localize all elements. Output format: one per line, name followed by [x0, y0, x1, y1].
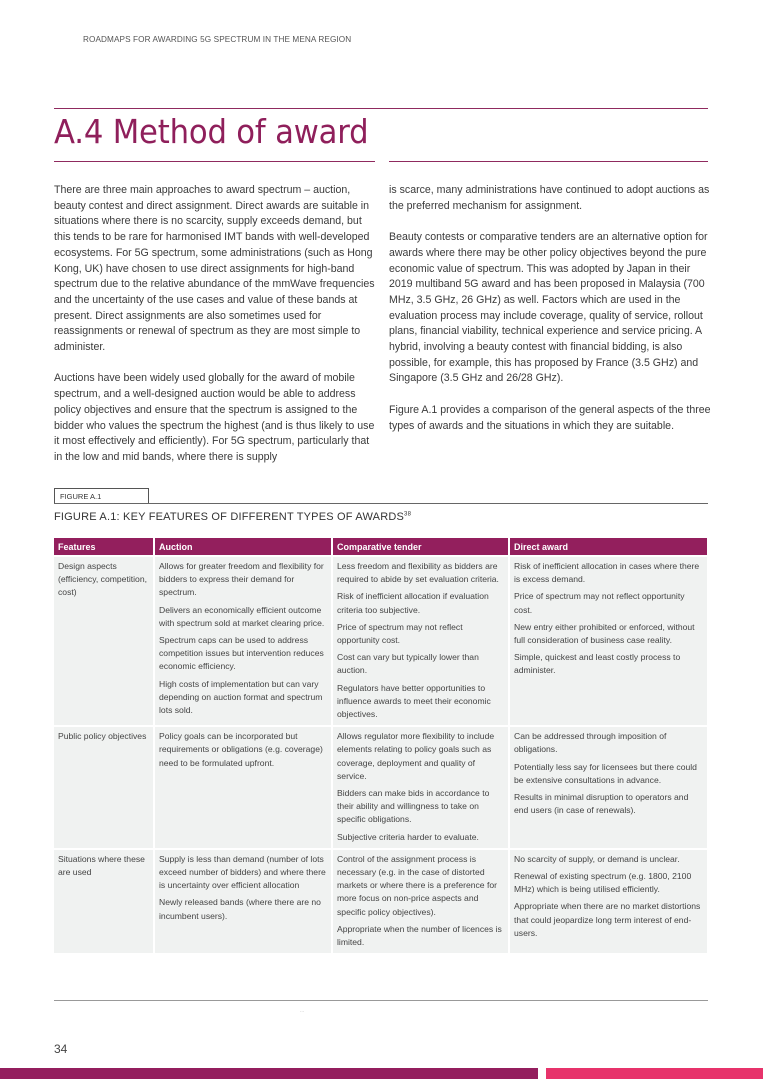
- cell-item: Results in minimal disruption to operators and end users (in case of renewals).: [514, 792, 689, 816]
- auction-cell: [154, 849, 332, 953]
- comparative-cell: [332, 849, 509, 953]
- running-header: ROADMAPS FOR AWARDING 5G SPECTRUM IN THE MENA REGION: [83, 35, 352, 44]
- title-bottom-rule-right: [389, 161, 708, 162]
- cell-item: Simple, quickest and least costly process to administer.: [514, 652, 681, 676]
- cell-item: Risk of inefficient allocation if evaluation criteria too subjective.: [337, 591, 489, 615]
- body-column-left: [54, 183, 376, 481]
- title-top-rule: [54, 108, 708, 109]
- cell-item: Appropriate when the number of licences is limited.: [337, 923, 502, 948]
- figure-divider: [54, 503, 708, 504]
- body-paragraph: Auctions have been widely used globally for the award of mobile spectrum, and a well-designed auction would be able to address policy objectives and ensure that the spectrum is assigned to the bidder who values the spectrum the highest (and is thus likely to use it most effectively and efficiently). For 5G spectrum, particularly that in the low and mid bands, where there is supply: [54, 372, 375, 463]
- footer-bar-primary: [0, 1068, 538, 1079]
- cell-item: Price of spectrum may not reflect opportunity cost.: [514, 591, 685, 615]
- footnote-ref[interactable]: 38: [404, 511, 412, 518]
- direct-cell: [509, 726, 708, 849]
- table-header-row: [54, 538, 708, 556]
- header-features: Features: [54, 538, 154, 556]
- section-title: A.4 Method of award: [54, 112, 369, 151]
- cell-item: New entry either prohibited or enforced, without full consideration of business case reality.: [514, 621, 695, 646]
- cell-item: Regulators have better opportunities to influence awards to meet their economic objectives.: [337, 682, 491, 720]
- cell-item: Renewal of existing spectrum (e.g. 1800, 2100 MHz) which is being utilised efficiently.: [514, 871, 692, 895]
- footer-rule: [54, 1000, 708, 1001]
- figure-title: [54, 511, 411, 523]
- table-row: [54, 726, 708, 849]
- feature-cell: Situations where these are used: [54, 849, 154, 953]
- cell-item: Newly released bands (where there are no incumbent users).: [159, 897, 321, 921]
- body-paragraph: Figure A.1 provides a comparison of the general aspects of the three types of awards and the situations in which they are suitable.: [389, 403, 711, 432]
- awards-comparison-table: [54, 538, 709, 953]
- direct-cell: [509, 556, 708, 726]
- comparative-cell: [332, 726, 509, 849]
- feature-cell: Design aspects (efficiency, competition, cost): [54, 556, 154, 726]
- figure-tab-label: FIGURE A.1: [54, 488, 149, 503]
- header-comparative-tender: Comparative tender: [332, 538, 509, 556]
- auction-cell: [154, 726, 332, 849]
- cell-item: Price of spectrum may not reflect opportunity cost.: [337, 621, 463, 646]
- cell-item: Control of the assignment process is necessary (e.g. in the case of distorted markets or where there is a preference for more focus on non-price aspects and specific policy objectives).: [337, 853, 498, 917]
- auction-cell: [154, 556, 332, 726]
- cell-item: Risk of inefficient allocation in cases where there is excess demand.: [514, 561, 700, 585]
- cell-item: No scarcity of supply, or demand is unclear.: [514, 853, 680, 864]
- cell-item: Can be addressed through imposition of obligations.: [514, 731, 667, 755]
- cell-item: Potentially less say for licensees but there could be extensive consultations in advance.: [514, 761, 697, 785]
- body-paragraph: is scarce, many administrations have continued to adopt auctions as the preferred mechanism for assignment.: [389, 184, 710, 212]
- body-paragraph: There are three main approaches to award spectrum – auction, beauty contest and direct assignment. Direct awards are suitable in situations where there is no scarcity, supply exceeds demand, but this tends to be rare for harmonised IMT bands with well-developed ecosystems. For 5G spectrum, some administrations (such as Hong Kong, UK) have chosen to use direct assignments for high-band spectrum due to the relative abundance of the mmWave frequencies and the uncertainty of the use cases and value of these bands at present. Direct assignments are also sometimes used for reassignments or renewal of spectrum as they are most simple to administer.: [54, 184, 375, 354]
- cell-item: Allows regulator more flexibility to include elements relating to policy goals such as coverage, deployment and quality of service.: [337, 731, 495, 781]
- cell-item: Supply is less than demand (number of lots exceed number of bidders) and where there is uncertainty over efficient allocation: [159, 853, 326, 891]
- cell-item: Bidders can make bids in accordance to their ability and willingness to take on specific obligations.: [337, 788, 490, 825]
- cell-item: Subjective criteria harder to evaluate.: [337, 831, 479, 842]
- page-number: 34: [54, 1042, 68, 1056]
- cell-item: Spectrum caps can be used to address competition issues but intervention reduces economic efficiency.: [159, 635, 324, 672]
- body-paragraph: Beauty contests or comparative tenders are an alternative option for awards where there may be other policy objectives beyond the pure economic value of spectrum. This was adopted by Japan in their 2019 multiband 5G award and has been proposed in Malaysia (700 MHz, 3.5 GHz, 26 GHz) as well. Factors which are used in the evaluation process may include coverage, quality of service, rollout plans, financial viability, technical experience and service pricing. A hybrid, involving a beauty contest with financial bidding, is also possible, for example, this has proposed by France (3.5 GHz) and Singapore (3.5 GHz and 26/28 GHz).: [389, 231, 708, 385]
- cell-item: Less freedom and flexibility as bidders are required to abide by set evaluation criteria.: [337, 561, 499, 585]
- cell-item: Allows for greater freedom and flexibility for bidders to express their demand for spectrum.: [159, 561, 324, 598]
- title-bottom-rule-left: [54, 161, 375, 162]
- cell-item: Appropriate when there are no market distortions that could jeopardize long term interest of end-users.: [514, 901, 701, 938]
- footer-bar-secondary: [546, 1068, 763, 1079]
- header-direct-award: Direct award: [509, 538, 708, 556]
- direct-cell: [509, 849, 708, 953]
- cell-item: High costs of implementation but can vary depending on auction format and spectrum lots sold.: [159, 678, 323, 716]
- figure-title-text: FIGURE A.1: KEY FEATURES OF DIFFERENT TYPES OF AWARDS: [54, 511, 405, 523]
- feature-cell: Public policy objectives: [54, 726, 154, 849]
- cell-item: Policy goals can be incorporated but requirements or obligations (e.g. coverage) need to be formulated upfront.: [159, 731, 323, 768]
- cell-item: Cost can vary but typically lower than auction.: [337, 652, 479, 676]
- header-auction: Auction: [154, 538, 332, 556]
- comparative-cell: [332, 556, 509, 726]
- table-row: [54, 556, 708, 726]
- cell-item: Delivers an economically efficient outcome with spectrum sold at market clearing price.: [159, 604, 325, 628]
- table-row: [54, 849, 708, 953]
- body-column-right: [389, 183, 711, 450]
- footer-faint-text: ...: [300, 1008, 305, 1014]
